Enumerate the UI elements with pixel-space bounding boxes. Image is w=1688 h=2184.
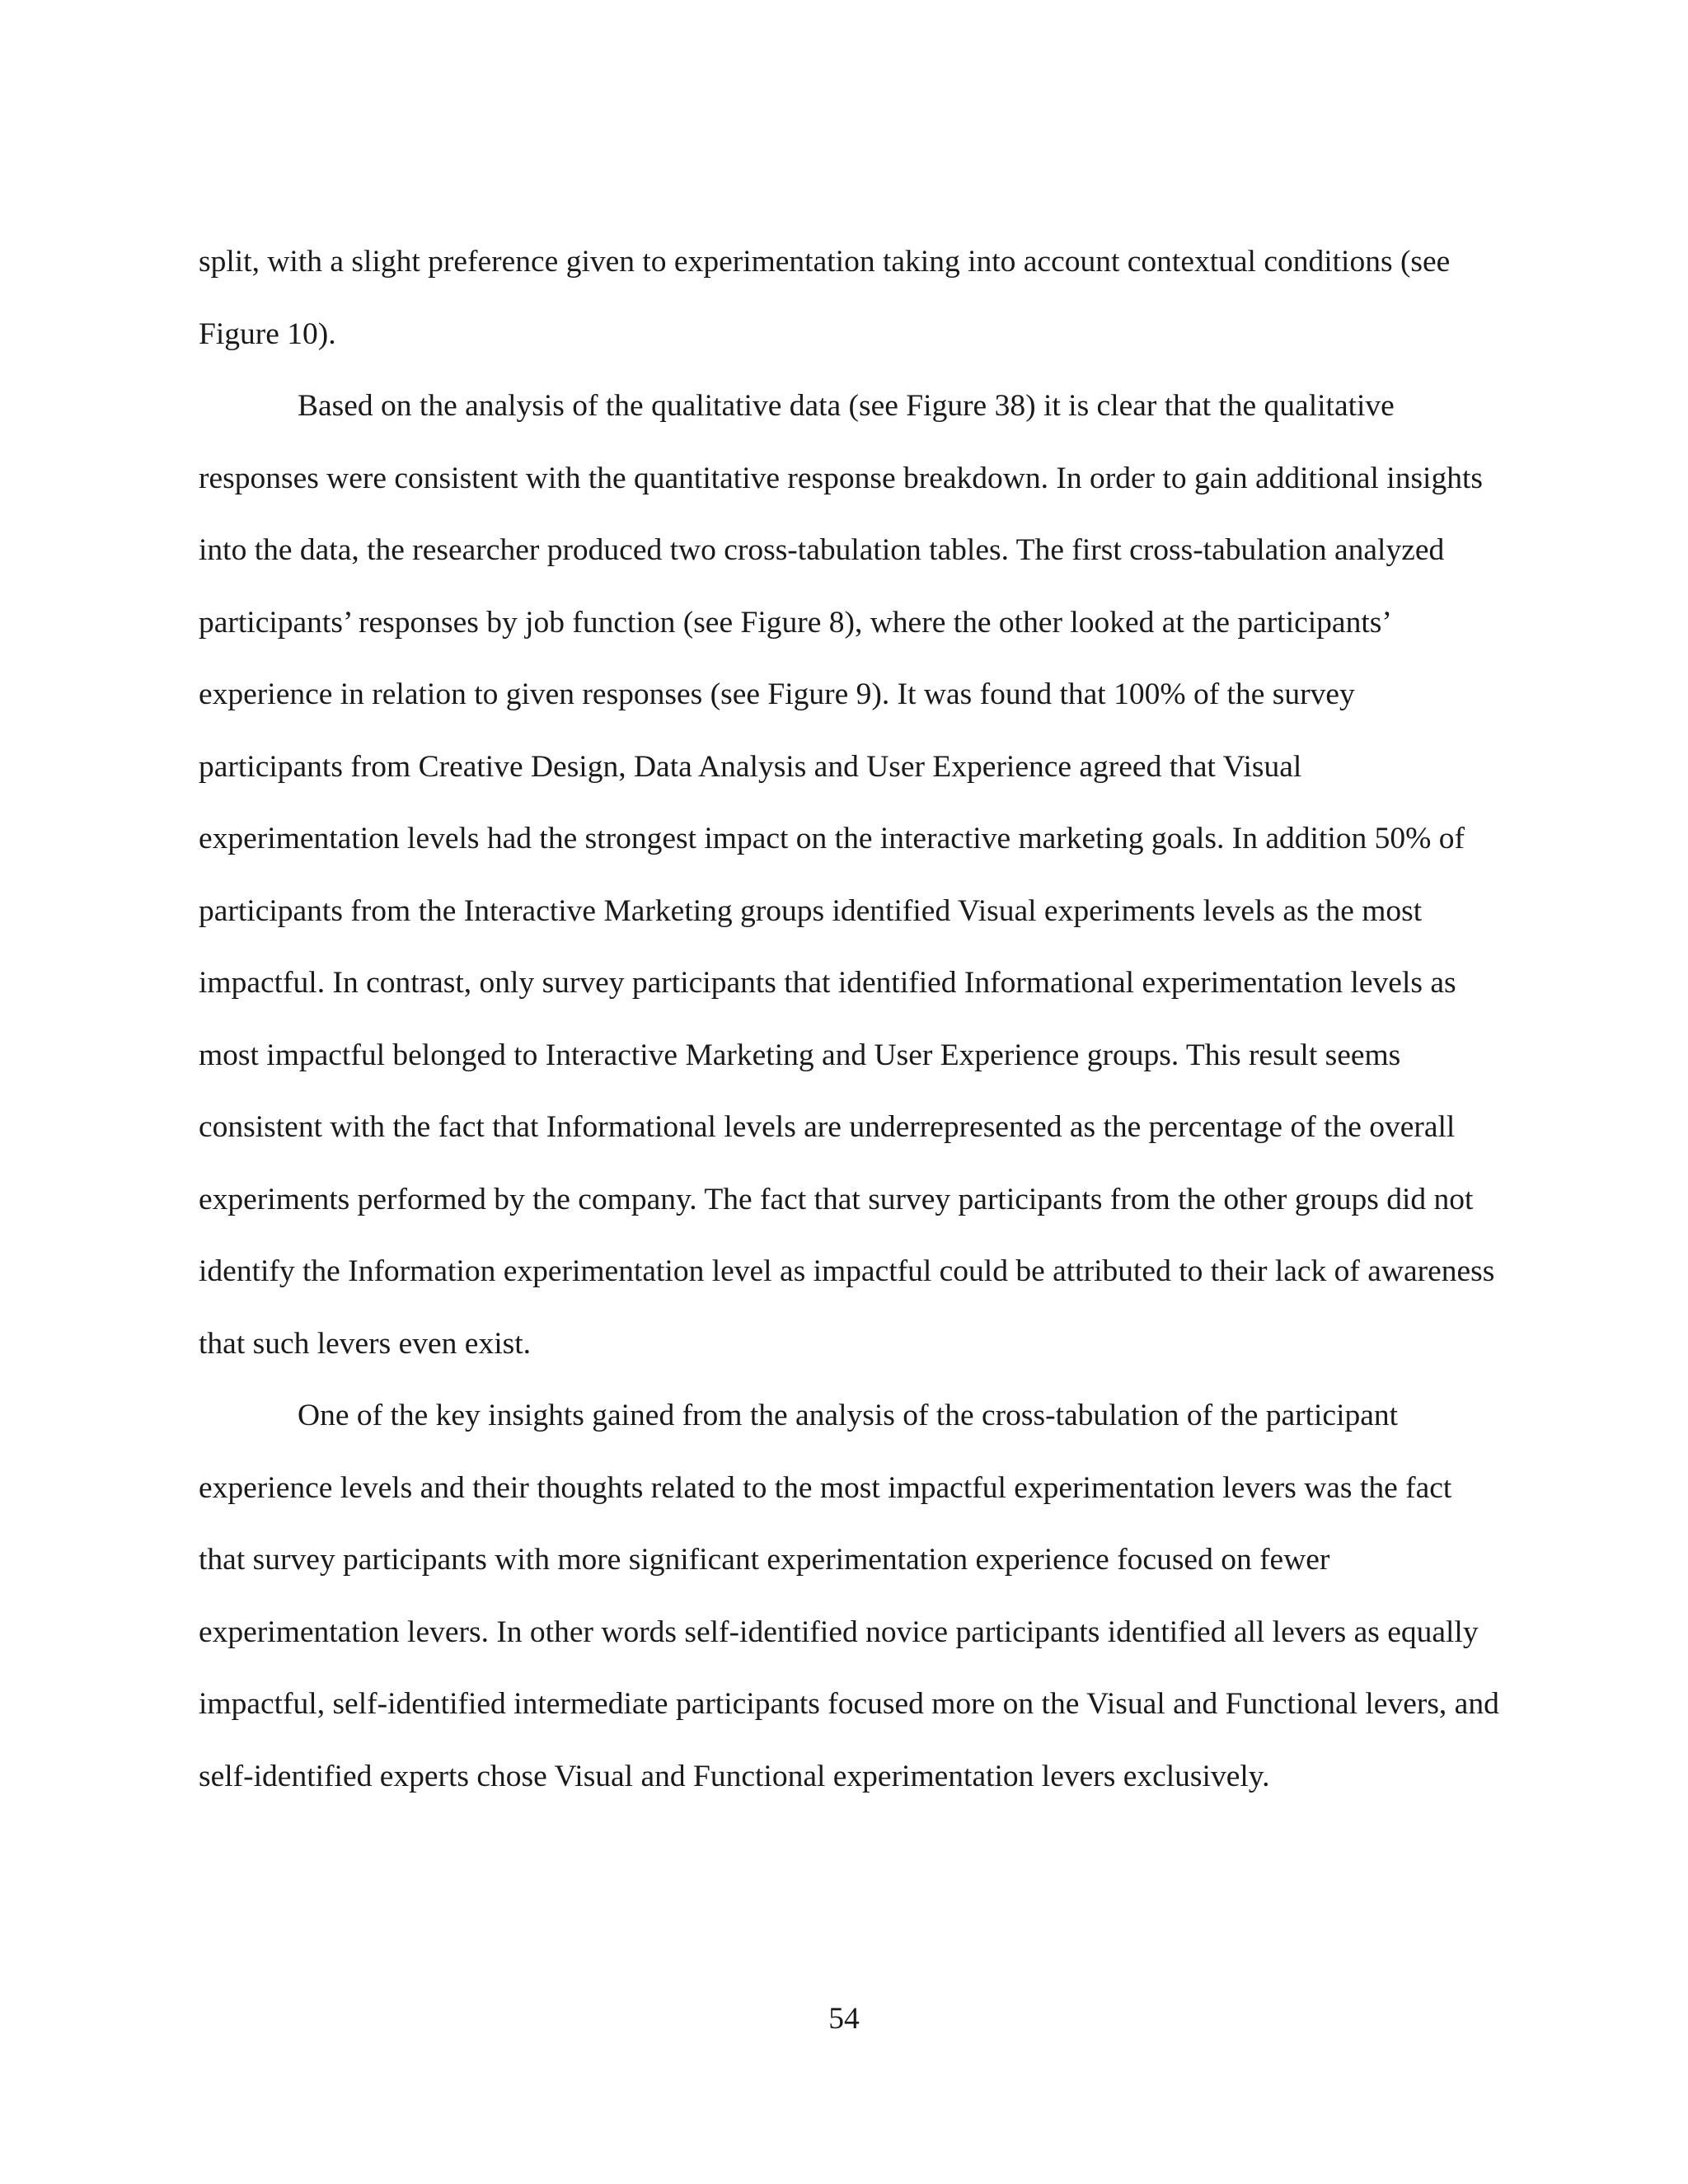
- paragraph-qualitative-analysis: Based on the analysis of the qualitative data (see Figure 38) it is clear that the qualitative responses were consistent with the quantitative response breakdown. In order to gain additional insights into the data, the researcher produced two cross-tabulation tables. The first cross-tabulation analyzed participants’ responses by job function (see Figure 8), where the other looked at the participants’ experience in relation to given responses (see Figure 9). It was found that 100% of the survey participants from Creative Design, Data Analysis and User Experience agreed that Visual experimentation levels had the strongest impact on the interactive marketing goals. In addition 50% of participants from the Interactive Marketing groups identified Visual experiments levels as the most impactful. In contrast, only survey participants that identified Informational experimentation levels as most impactful belonged to Interactive Marketing and User Experience groups. This result seems consistent with the fact that Informational levels are underrepresented as the percentage of the overall experiments performed by the company. The fact that survey participants from the other groups did not identify the Information experimentation level as impactful could be attributed to their lack of awareness that such levers even exist.: [199, 389, 1495, 1361]
- body-text: [199, 226, 1501, 1812]
- paragraph-continuation: split, with a slight preference given to experimentation taking into account contextual conditions (see Figure 10).: [199, 245, 1451, 351]
- paragraph-key-insights: One of the key insights gained from the analysis of the cross-tabulation of the participant experience levels and their thoughts related to the most impactful experimentation levers was the fact that survey participants with more significant experimentation experience focused on fewer experimentation levers. In other words self-identified novice participants identified all levers as equally impactful, self-identified intermediate participants focused more on the Visual and Functional levers, and self-identified experts chose Visual and Functional experimentation levers exclusively.: [199, 1399, 1499, 1793]
- page-number: 54: [828, 2002, 860, 2036]
